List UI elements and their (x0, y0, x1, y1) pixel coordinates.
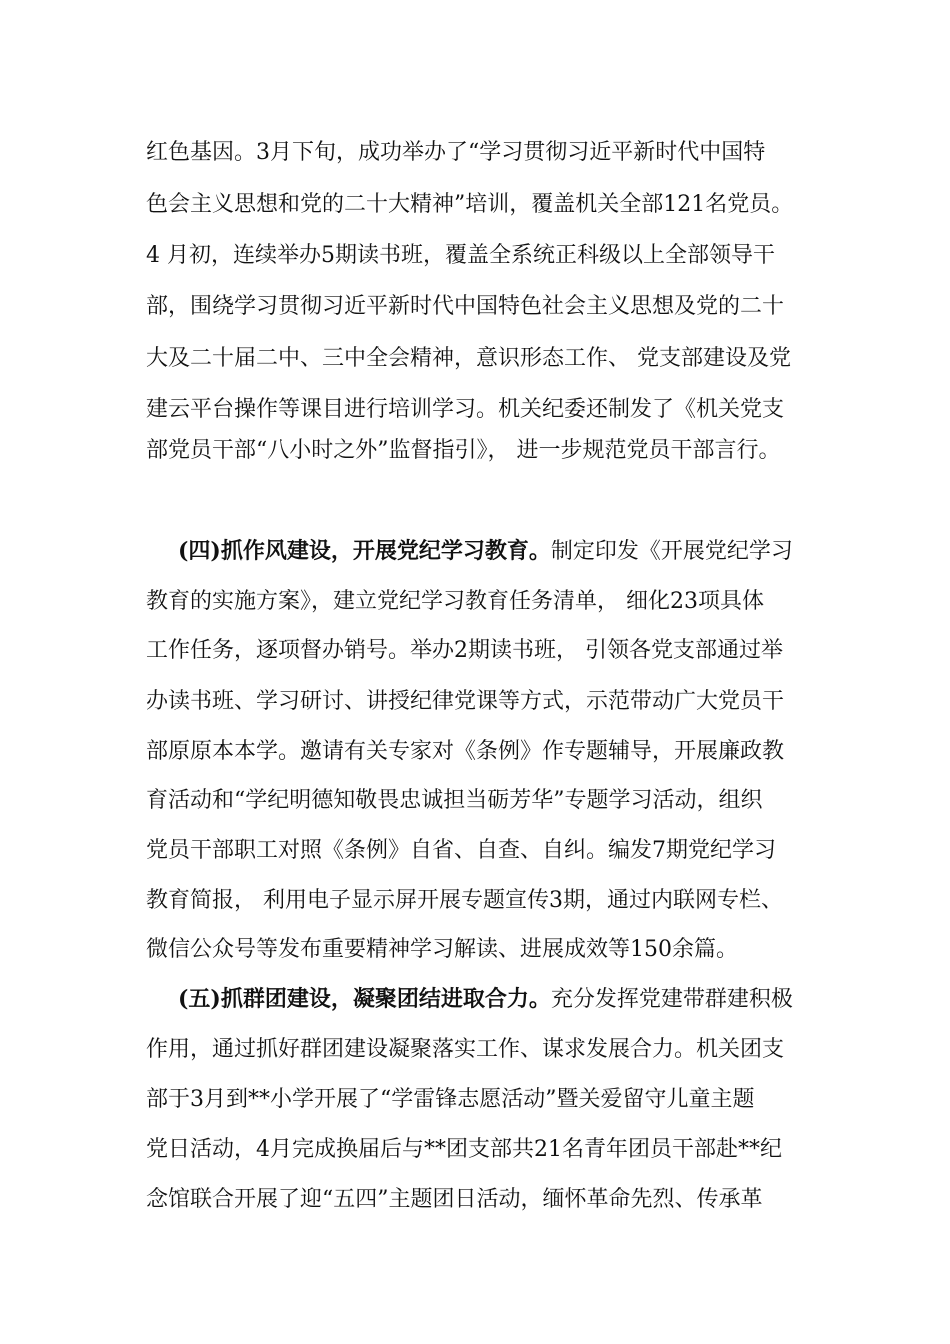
paragraph-2-line-3: 工作任务，逐项督办销号。举办2期读书班， 引领各党支部通过举 (146, 638, 783, 663)
section-heading-4: (四)抓作风建设，开展党纪学习教育。 (178, 538, 551, 564)
paragraph-2-line-7: 党员干部职工对照《条例》自省、自查、自纠。编发7期党纪学习 (146, 838, 776, 863)
paragraph-2-line-4: 办读书班、学习研讨、讲授纪律党课等方式，示范带动广大党员干 (146, 689, 785, 714)
paragraph-1-line-7: 部党员干部“八小时之外”监督指引》， 进一步规范党员干部言行。 (146, 438, 781, 463)
paragraph-2-first-line (178, 536, 826, 567)
paragraph-2-line-2: 教育的实施方案》，建立党纪学习教育任务清单， 细化23项具体 (146, 589, 764, 614)
paragraph-1-line-1: 红色基因。3月下旬，成功举办了“学习贯彻习近平新时代中国特 (146, 140, 766, 165)
paragraph-3-line-3: 部于3月到**小学开展了“学雷锋志愿活动”暨关爱留守儿童主题 (146, 1087, 755, 1112)
paragraph-3-line-5: 念馆联合开展了迎“五四”主题团日活动，缅怀革命先烈、传承革 (146, 1187, 763, 1212)
paragraph-1-line-2: 色会主义思想和党的二十大精神”培训，覆盖机关全部121名党员。 (146, 192, 794, 217)
paragraph-3-line-4: 党日活动，4月完成换届后与**团支部共21名青年团员干部赴**纪 (146, 1137, 782, 1162)
section-heading-5: (五)抓群团建设，凝聚团结进取合力。 (178, 986, 551, 1012)
paragraph-2-line-6: 育活动和“学纪明德知敬畏忠诚担当砺芳华”专题学习活动，组织 (146, 788, 763, 813)
paragraph-3-first-line (178, 984, 826, 1015)
paragraph-1-line-4: 部，围绕学习贯彻习近平新时代中国特色社会主义思想及党的二十 (146, 294, 785, 319)
paragraph-2-line-9: 微信公众号等发布重要精神学习解读、进展成效等150余篇。 (146, 937, 738, 962)
paragraph-2-line-5: 部原原本本学。邀请有关专家对《条例》作专题辅导，开展廉政教 (146, 739, 785, 764)
paragraph-3-line-2: 作用，通过抓好群团建设凝聚落实工作、谋求发展合力。机关团支 (146, 1037, 785, 1062)
paragraph-2-first-line-text: 制定印发《开展党纪学习 (550, 539, 793, 564)
paragraph-1-line-6: 建云平台操作等课目进行培训学习。机关纪委还制发了《机关党支 (146, 397, 785, 422)
paragraph-3-first-line-text: 充分发挥党建带群建积极 (550, 987, 793, 1012)
paragraph-1-line-5: 大及二十届二中、三中全会精神，意识形态工作、 党支部建设及党 (146, 346, 791, 371)
paragraph-2-line-8: 教育简报， 利用电子显示屏开展专题宣传3期，通过内联网专栏、 (146, 888, 783, 913)
paragraph-1-line-3: 4 月初，连续举办5期读书班，覆盖全系统正科级以上全部领导干 (146, 243, 775, 268)
